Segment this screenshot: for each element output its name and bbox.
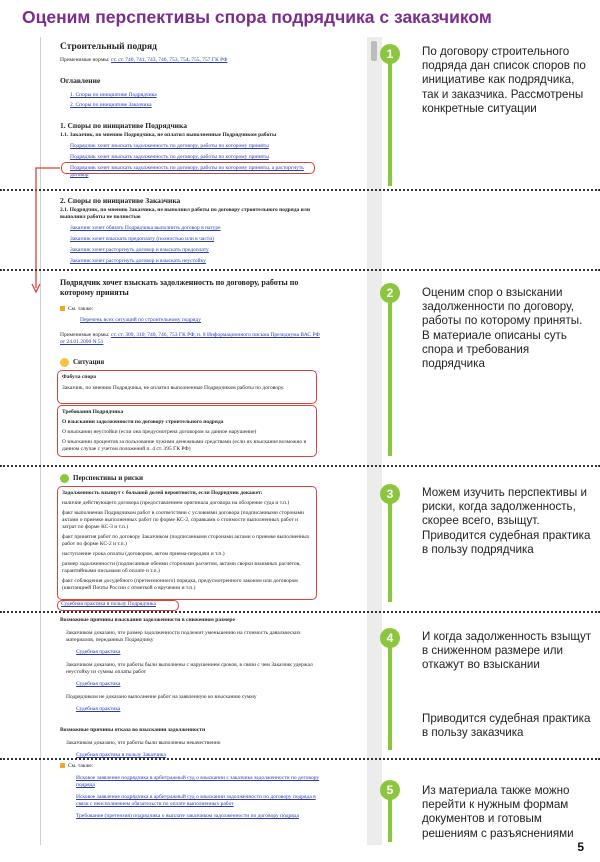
step-badge-1: 1 [380,44,400,64]
plot-block [62,374,312,392]
see-also: См. также: [60,763,320,770]
req-title: Требования Подрядчика [62,409,124,415]
list-item[interactable]: Заказчик хочет взыскать предоплату (полностью или в части) [70,236,214,242]
description-4: И когда задолженность взыщут в сниженном размере или откажут во взыскании [422,630,592,672]
doc-section-4 [60,617,320,759]
practice-link-row [61,601,181,608]
list-item: О взыскании задолженности по договору строительного подряда [62,419,224,425]
list-item[interactable]: Заказчик хочет расторгнуть договор и взыскать предоплату [70,247,209,253]
green-marker-bar [388,498,392,602]
highlight-box [61,162,315,174]
toc-heading: Оглавление [60,76,101,85]
see-also-icon [60,763,65,768]
norms-line: Применимые нормы: ст. ст. 309, 310, 740, 746, 753 ГК РФ, п. 8 Информационного письма Президиума ВАС РФ от 24.01.2000 N 51 [60,332,320,345]
plot-title: Фабула спора [62,374,97,380]
page-title: Оценим перспективы спора подрядчика с заказчиком [22,7,492,27]
description-4b: Приводится судебная практика в пользу заказчика [422,712,591,740]
section-heading: 2. Споры по инициативе Заказчика [60,196,181,205]
separator [0,465,600,467]
risks-box-title: Задолженность взыщут с большой долей вероятности, если Подрядчик докажет: [62,490,263,496]
risks-heading: Перспективы и риски [60,474,320,483]
description-3: Можем изучить перспективы и риски, когда задолженность, скорее всего, взыщут. Приводится судебная практика в пользу подрядчика [422,486,591,556]
practice-link[interactable]: Судебная практика в пользу Заказчика [76,752,166,758]
list-item[interactable]: Подрядчик хочет взыскать задолженность по договору, работы по которому приняты, а расторгнуть договор [70,165,304,178]
risks-icon [60,474,69,483]
list-item[interactable]: Подрядчик хочет взыскать задолженность по договору, работы по которому приняты [70,143,269,149]
list-item: Заказчиком доказано, что размер задолженности подлежит уменьшению на стоимость давальческих материалов, переданных Подрядчику [66,630,301,643]
see-also-link[interactable]: Перечень всех ситуаций по строительному подряду [80,317,201,323]
separator [0,611,600,613]
scrollbar[interactable] [367,37,382,845]
list-item: факт выполнения Подрядчиком работ в соответствии с условиями договора (подписанными сторонами актами о приемке выполненных работ по форме КС-2, справками о стоимости выполненных работ и затрат по форме КС-3 и т.п.) [62,510,305,530]
norms-line: Применимые нормы: ст. ст. 740, 741, 743, 746, 753, 754, 755, 757 ГК РФ [60,57,228,63]
description-2: Оценим спор о взыскании задолженности по договору, работы по которому приняты. В материале описаны суть спора и требования подрядчика [422,286,583,371]
situation-heading: Ситуация [60,358,320,367]
form-link[interactable]: Исковое заявление подрядчика в арбитражный суд о взыскании задолженности по договору подряда в связи с неисполнением обязательств по оплате выполненных работ [76,794,316,807]
doc-section-5 [60,763,320,820]
list-item: Заказчиком доказано, что работы были выполнены с нарушением сроков, в связи с чем Заказчик удержал неустойку из суммы оплаты работ [66,662,313,675]
subsection-heading: 1.1. Заказчик, по мнению Подрядчика, не оплатил выполненные Подрядчиком работы [60,132,277,138]
reduced-heading: Возможные причины взыскания задолженности в сниженном размере [60,617,235,623]
risks-block [62,490,312,592]
step-badge-4: 4 [380,628,400,648]
norms-links[interactable]: ст. ст. 740, 741, 743, 746, 753, 754, 755, 757 ГК РФ [110,57,228,63]
toc-list [60,92,320,109]
situation-list [60,225,320,265]
norms-links[interactable]: ст. ст. 309, 310, 740, 746, 753 ГК РФ, п. 8 Информационного письма Президиума ВАС РФ от 24.01.2000 N 51 [60,332,320,345]
see-also-icon [60,306,65,311]
step-badge-5: 5 [380,780,400,800]
list-item[interactable]: Заказчик хочет обязать Подрядчика выполнить договор в натуре [70,225,221,231]
list-item: наступление срока оплаты (договором, актом приема-передачи и т.п.) [62,551,225,557]
list-item: размер задолженности (подписанные обеими сторонами расчетом, актами сверки взаимных расчетов, гарантийными письмами об оплате и т.п.) [62,561,301,574]
practice-link[interactable]: Судебная практика в пользу Подрядчика [61,601,156,607]
subsection-heading: 2.1. Подрядчик, по мнению Заказчика, не выполнил работы по договору строительного подряда или выполнил работы не полностью [60,207,311,220]
doc-heading: Строительный подряд [60,42,157,52]
green-marker-bar [388,58,392,186]
separator [0,189,600,191]
practice-link[interactable]: Судебная практика [76,681,121,687]
toc-item[interactable]: 1. Споры по инициативе Подрядчика [70,92,157,98]
doc-heading: Подрядчик хочет взыскать задолженность по договору, работы по которому приняты [60,278,299,297]
list-item: факт соблюдения досудебного (претензионного) порядка, предусмотренного законом или договором (квитанцией Почты России с отметкой о вручении и т.п.) [62,578,298,591]
list-item: О взыскании процентов за пользование чужими денежными средствами (если их взыскание возможно в данном случае с учетом положений п. 4 ст. 395 ГК РФ) [62,439,307,452]
list-item[interactable]: Заказчик хочет расторгнуть договор и взыскать неустойку [70,258,206,264]
see-also: См. также: [60,306,320,313]
green-marker-bar [388,794,392,842]
step-badge-3: 3 [380,484,400,504]
form-link[interactable]: Исковое заявление подрядчика в арбитражный суд о взыскании с заказчика задолженности по договору подряда [76,775,320,788]
list-item[interactable]: Подрядчик хочет взыскать задолженность по договору, работы по которому приняты [70,154,269,160]
list-item: наличие действующего договора (предоставлением оригинала договора на обозрение суда и т.п.) [62,500,290,506]
plot-text: Заказчик, по мнению Подрядчика, не оплатил выполненные Подрядчиком работы по договору. [62,385,285,391]
requirements-block [62,409,312,453]
doc-section-3 [60,474,320,483]
green-marker-bar [388,296,392,456]
description-1: По договору строительного подряда дан список споров по инициативе как подрядчика, так и заказчика. Рассмотрены конкретные ситуации [422,45,586,115]
toc-item[interactable]: 2. Споры по инициативе Заказчика [70,102,152,108]
form-link[interactable]: Требование (претензия) подрядчика о выплате заказчиком задолженности по договору подряда [76,813,300,819]
description-5: Из материала также можно перейти к нужным формам документов и готовым решениям с разъяснениями [422,784,574,840]
doc-section-1 [60,42,320,179]
doc-section-1b [60,196,320,265]
section-heading: 1. Споры по инициативе Подрядчика [60,121,187,130]
green-marker-bar [388,642,392,750]
separator [0,269,600,271]
separator [0,758,600,760]
list-item: О взыскании неустойки (если она предусмотрена договором за данное нарушение) [62,429,257,435]
practice-link[interactable]: Судебная практика [76,649,121,655]
scroll-thumb[interactable] [371,41,377,61]
list-item: Подрядчиком не доказано выполнение работ на заявленную ко взысканию сумму [66,694,257,700]
step-badge-2: 2 [380,283,400,303]
situation-icon [60,358,69,367]
practice-link[interactable]: Судебная практика [76,706,121,712]
list-item: факт принятия работ по договору Заказчиком (подписанными сторонами актами о приемке выполненных работ по форме КС-2 и т.п.) [62,534,310,547]
list-item: Заказчиком доказано, что работы были выполнены некачественно [66,740,221,746]
refusal-heading: Возможные причины отказа во взыскании задолженности [60,727,206,733]
page-number: 5 [577,840,584,854]
doc-section-2 [60,278,320,367]
